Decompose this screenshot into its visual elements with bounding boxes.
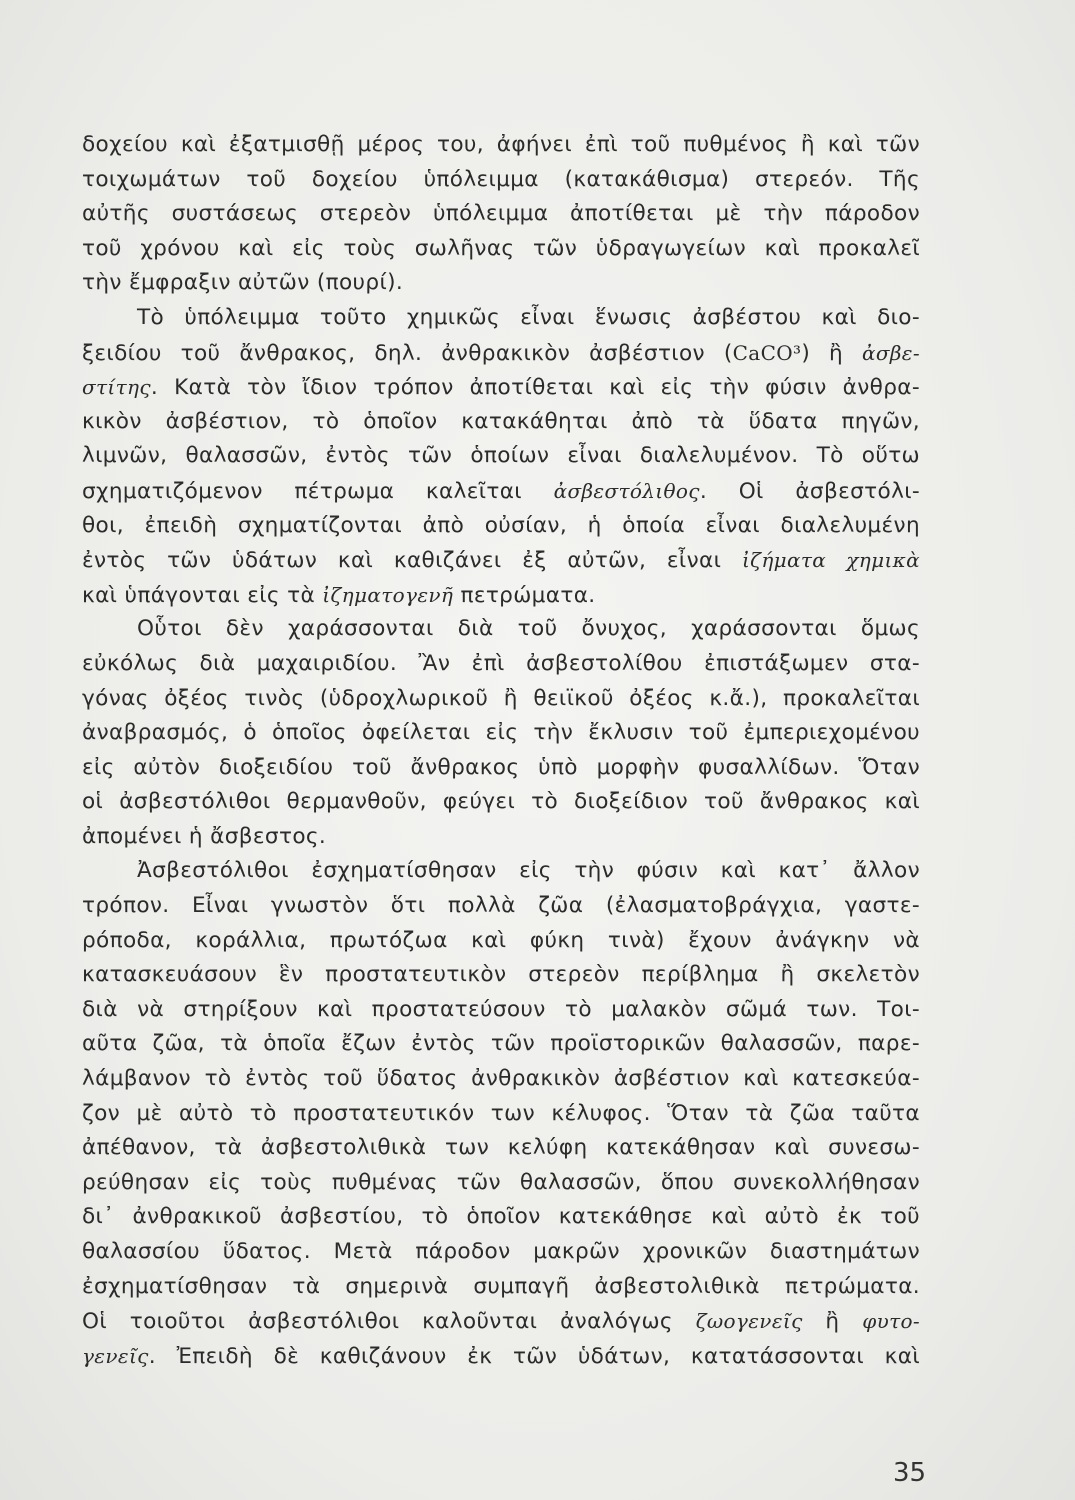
text-segment: CaCO³ <box>732 340 802 365</box>
text-segment: ρόποδα, κοράλλια, πρωτόζωα καὶ φύκη τινὰ) ἔχουν ἀνάγκην νὰ <box>82 927 920 953</box>
text-line <box>82 128 920 163</box>
text-line <box>82 889 920 924</box>
text-segment: εὐκόλως διὰ μαχαιριδίου. Ἂν ἐπὶ ἀσβεστολίθου ἐπιστάξωμεν στα- <box>82 650 920 676</box>
italic-term: γενεῖς <box>82 1343 149 1368</box>
text-line <box>82 336 920 371</box>
text-line <box>82 993 920 1028</box>
text-line <box>82 612 920 647</box>
page-number: 35 <box>893 1458 927 1488</box>
text-line <box>82 1200 920 1235</box>
text-segment: διὰ νὰ στηρίξουν καὶ προστατεύσουν τὸ μαλακὸν σῶμά των. Τοι- <box>82 996 920 1022</box>
text-segment: δι᾽ ἀνθρακικοῦ ἀσβεστίου, τὸ ὁποῖον κατεκάθησε καὶ αὐτὸ ἐκ τοῦ <box>82 1204 920 1230</box>
text-segment: πετρώματα. <box>453 582 596 608</box>
text-line <box>82 232 920 267</box>
text-segment: θοι, ἐπειδὴ σχηματίζονται ἀπὸ οὐσίαν, ἡ ὁποία εἶναι διαλελυμένη <box>82 512 920 538</box>
text-line <box>82 751 920 786</box>
text-segment: ξειδίου τοῦ ἄνθρακος, δηλ. ἀνθρακικὸν ἀσβέστιον ( <box>82 340 733 366</box>
text-line <box>82 1097 920 1132</box>
italic-term: ζωογενεῖς <box>695 1309 803 1334</box>
text-line <box>82 1027 920 1062</box>
text-segment: ἐντὸς τῶν ὑδάτων καὶ καθιζάνει ἐξ αὐτῶν, εἶναι <box>82 548 742 574</box>
italic-term: ἀσβε- <box>862 340 920 365</box>
text-segment: τὴν ἔμφραξιν αὐτῶν (πουρί). <box>82 270 404 296</box>
text-segment: οἱ ἀσβεστόλιθοι θερμανθοῦν, φεύγει τὸ διοξείδιον τοῦ ἄνθρακος καὶ <box>82 789 920 815</box>
text-segment: εἰς αὐτὸν διοξειδίου τοῦ ἄνθρακος ὑπὸ μορφὴν φυσαλλίδων. Ὅταν <box>82 754 920 780</box>
body-text <box>82 128 920 1373</box>
text-segment: αὐτῆς συστάσεως στερεὸν ὑπόλειμμα ἀποτίθεται μὲ τὴν πάροδον <box>82 201 920 227</box>
text-segment: κατασκευάσουν ἓν προστατευτικὸν στερεὸν περίβλημα ἢ σκελετὸν <box>82 962 920 988</box>
text-segment: λάμβανον τὸ ἐντὸς τοῦ ὕδατος ἀνθρακικὸν ἀσβέστιον καὶ κατεσκεύα- <box>82 1066 920 1092</box>
text-line <box>82 301 920 336</box>
text-line <box>82 474 920 509</box>
italic-term: ἰζηματογενῆ <box>322 582 454 607</box>
text-line <box>82 405 920 440</box>
text-line <box>82 266 920 301</box>
text-segment: ἀπέθανον, τὰ ἀσβεστολιθικὰ των κελύφη κατεκάθησαν καὶ συνεσω- <box>82 1135 920 1161</box>
text-segment: . Κατὰ τὸν ἴδιον τρόπον ἀποτίθεται καὶ εἰς τὴν φύσιν ἀνθρα- <box>150 375 920 401</box>
text-line <box>82 820 920 855</box>
text-segment: ἢ <box>802 1309 863 1335</box>
text-line <box>82 1304 920 1339</box>
text-line <box>82 682 920 717</box>
text-line <box>82 958 920 993</box>
text-segment: Οὗτοι δὲν χαράσσονται διὰ τοῦ ὄνυχος, χαράσσονται ὅμως <box>137 616 920 642</box>
text-line <box>82 785 920 820</box>
text-segment: ἀναβρασμός, ὁ ὁποῖος ὀφείλεται εἰς τὴν ἔκλυσιν τοῦ ἐμπεριεχομένου <box>82 720 920 746</box>
text-segment: τοῦ χρόνου καὶ εἰς τοὺς σωλῆνας τῶν ὑδραγωγείων καὶ προκαλεῖ <box>82 235 920 261</box>
text-segment: ἐσχηματίσθησαν τὰ σημερινὰ συμπαγῆ ἀσβεστολιθικὰ πετρώματα. <box>82 1273 920 1299</box>
text-line <box>82 439 920 474</box>
text-line <box>82 1339 920 1374</box>
text-segment: καὶ ὑπάγονται εἰς τὰ <box>82 582 323 608</box>
text-segment: τοιχωμάτων τοῦ δοχείου ὑπόλειμμα (κατακάθισμα) στερεόν. Τῆς <box>82 166 920 192</box>
italic-term: ἀσβεστόλιθος <box>553 478 700 503</box>
text-line <box>82 716 920 751</box>
text-segment: ) ἢ <box>801 340 863 366</box>
text-segment: λιμνῶν, θαλασσῶν, ἐντὸς τῶν ὁποίων εἶναι διαλελυμένον. Τὸ οὕτω <box>82 443 920 469</box>
italic-term: στίτης <box>82 375 151 400</box>
text-line <box>82 1235 920 1270</box>
text-line <box>82 647 920 682</box>
text-line <box>82 197 920 232</box>
text-segment: δοχείου καὶ ἐξατμισθῇ μέρος του, ἀφήνει ἐπὶ τοῦ πυθμένος ἢ καὶ τῶν <box>82 132 920 157</box>
text-segment: Οἱ τοιοῦτοι ἀσβεστόλιθοι καλοῦνται ἀναλόγως <box>82 1309 696 1335</box>
text-line <box>82 370 920 405</box>
text-segment: Ἀσβεστόλιθοι ἐσχηματίσθησαν εἰς τὴν φύσιν καὶ κατ᾽ ἄλλον <box>137 858 920 884</box>
text-line <box>82 924 920 959</box>
text-segment: Τὸ ὑπόλειμμα τοῦτο χημικῶς εἶναι ἕνωσις ἀσβέστου καὶ διο- <box>137 304 920 330</box>
text-segment: τρόπον. Εἶναι γνωστὸν ὅτι πολλὰ ζῶα (ἐλασματοβράγχια, γαστε- <box>82 893 920 919</box>
text-line <box>82 1270 920 1305</box>
text-segment: γόνας ὀξέος τινὸς (ὑδροχλωρικοῦ ἢ θειϊκοῦ ὀξέος κ.ἄ.), προκαλεῖται <box>82 685 920 711</box>
text-segment: θαλασσίου ὕδατος. Μετὰ πάροδον μακρῶν χρονικῶν διαστημάτων <box>82 1239 920 1264</box>
text-line <box>82 1131 920 1166</box>
text-segment: . Ἐπειδὴ δὲ καθιζάνουν ἐκ τῶν ὑδάτων, κατατάσσονται καὶ <box>148 1343 920 1369</box>
text-segment: . Οἱ ἀσβεστόλι- <box>699 478 921 504</box>
text-line <box>82 163 920 198</box>
italic-term: ἰζήματα χημικὰ <box>741 548 921 573</box>
text-segment: ρεύθησαν εἰς τοὺς πυθμένας τῶν θαλασσῶν, ὅπου συνεκολλήθησαν <box>82 1169 920 1195</box>
text-line <box>82 543 920 578</box>
italic-term: φυτο- <box>862 1309 920 1334</box>
text-line <box>82 509 920 544</box>
text-segment: σχηματιζόμενον πέτρωμα καλεῖται <box>82 478 554 504</box>
text-segment: ἀπομένει ἡ ἄσβεστος. <box>82 823 327 849</box>
text-segment: αῦτα ζῶα, τὰ ὁποῖα ἔζων ἐντὸς τῶν προϊστορικῶν θαλασσῶν, παρε- <box>82 1031 920 1057</box>
text-line <box>82 854 920 889</box>
text-line <box>82 1062 920 1097</box>
text-segment: ζον μὲ αὐτὸ τὸ προστατευτικόν των κέλυφος. Ὅταν τὰ ζῶα ταῦτα <box>82 1100 920 1126</box>
text-segment: κικὸν ἀσβέστιον, τὸ ὁποῖον κατακάθηται ἀπὸ τὰ ὕδατα πηγῶν, <box>82 408 920 434</box>
text-line <box>82 1166 920 1201</box>
text-line <box>82 578 920 613</box>
